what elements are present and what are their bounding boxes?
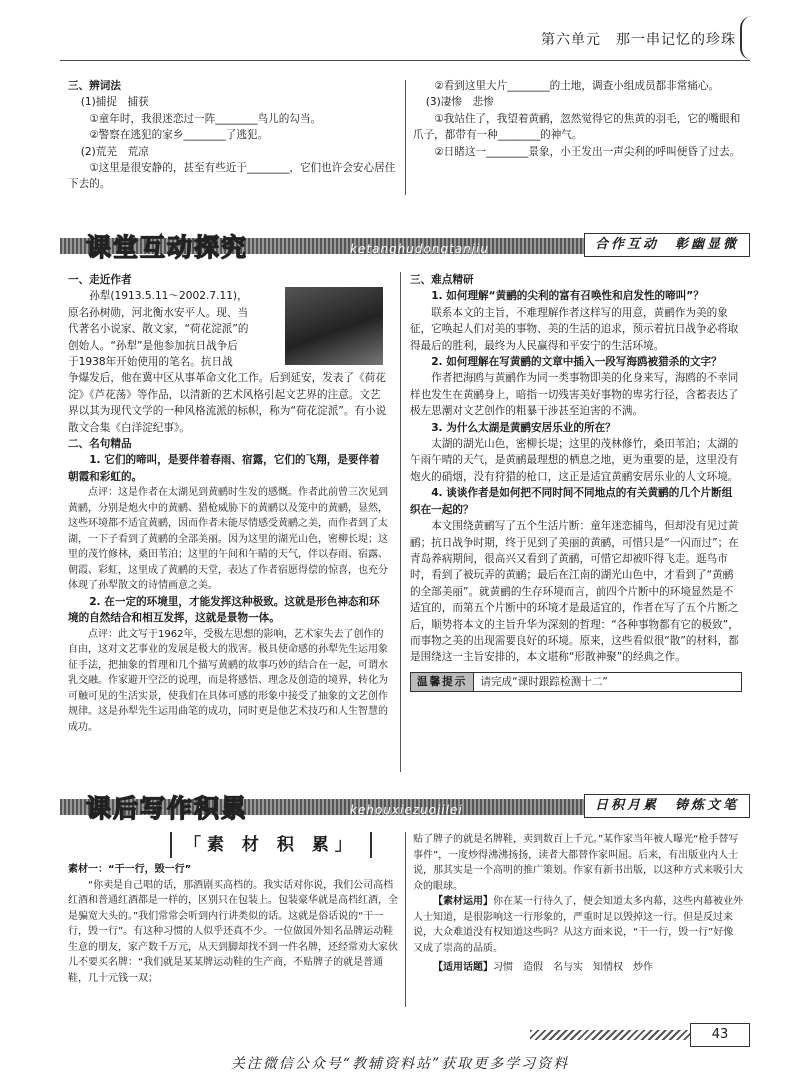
answer: 本文围绕黄鹂写了五个生活片断：童年迷恋捕鸟，但却没有见过黄鹂；抗日战争时期，终于见到了美丽的黄鹂，可惜只是“一闪而过”；在青岛养病期间，很高兴又看到了黄鹂，可惜它却被吓得飞走。逛鸟市时，看到了被玩弄的黄鹂；最后在江南的湖光山色中，才看到了“黄鹂的全部美丽”。就黄鹂的生存环境而言，前四个片断中的环境显然是不适宜的，而第五个片断中的环境才是最适宜的，作者在写了五个片断之后，顺势将本文的主旨升华为深刻的哲理：“各种事物都有它的极致”，而事物之美的出现需要良好的环境。原来，这些看似很“散”的材料，都是围绕这一主旨安排的，本文堪称“形散神聚”的经典之作。: [410, 520, 739, 664]
unit-title: 第六单元 那一串记忆的珍珠: [541, 32, 736, 48]
author-text: 争爆发后，他在冀中区从事革命文化工作。后到延安，发表了《荷花淀》《芦花荡》等作品，以清新的艺术风格引起文艺界的注意。文艺界以其为现代文学的一种风格流派的标帜，称为“荷花淀派”。有小说散文合集《白洋淀纪事》。: [68, 372, 387, 434]
footer-note: 关注微信公众号“教辅资料站”获取更多学习资料: [230, 1056, 570, 1072]
tip-text: 请完成“课时跟踪检测十二”: [480, 675, 608, 688]
middle-right-column: [410, 272, 742, 692]
word-group: (2)荒芜 荒凉: [80, 145, 149, 158]
header-rule: [60, 60, 750, 61]
exercise-sentence: ①童年时，我很迷恋过一阵________鸟儿的勾当。: [89, 112, 322, 125]
material-text: 贴了牌子的就是名牌鞋，卖到数百上千元。”某作家当年被人曝光“枪手替写事件”，一度炒得沸沸扬扬，读者大都替作家叫屈。后来，有出版业内人士说，那其实是一个高明的推广策划。作家有新书出版，以这种方式来吸引大众的眼球。: [413, 834, 743, 892]
warm-tip: [410, 672, 742, 692]
topic-text: 习惯 造假 名与实 知情权 炒作: [493, 962, 653, 973]
section-heading: 三、辨词法: [68, 80, 121, 92]
exercise-sentence: ①我站住了，我望着黄鹂，忽然觉得它的焦黄的羽毛，它的嘴眼和爪子，都带有一种________的神气。: [413, 112, 741, 142]
top-left-column: [68, 78, 398, 193]
exercise-sentence: ②日睹这一________景象，小王发出一声尖利的呼叫便昏了过去。: [434, 145, 741, 158]
answer: 作者把海鸥与黄鹂作为同一类事物即美的化身来写，海鸥的不幸同样也发生在黄鹂身上，暗指一切残害美好事物的卑劣行径，含蓄表达了极左思潮对文艺创作的粗暴干涉甚至迫害的不满。: [410, 372, 739, 418]
section-heading: 一、走近作者: [68, 274, 132, 286]
question: 4. 谈谈作者是如何把不同时间不同地点的有关黄鹂的几个片断组织在一起的？: [410, 487, 733, 516]
answer: 太湖的湖光山色，密柳长堤；这里的茂林修竹，桑田苇泊；太湖的午雨午晴的天气，是黄鹂最理想的栖息之地，更为重要的是，这里没有炮火的硝烟，没有狩猎的枪口，这正是适宜黄鹂安居乐业的人文环境。: [410, 438, 739, 483]
author-line: 于1938年开始使用的笔名。抗日战: [68, 356, 233, 369]
author-photo: [285, 287, 383, 365]
question: 3. 为什么太湖是黄鹂安居乐业的所在？: [431, 421, 616, 434]
tip-label: 温馨提示: [411, 673, 474, 691]
exercise-sentence: ②看到这里大片________的土地，调查小组成员都非常痛心。: [434, 80, 720, 92]
banner-title: 课后写作积累: [86, 794, 249, 823]
section-heading: 三、难点精研: [410, 274, 474, 286]
usage-label: 【素材运用】: [433, 896, 493, 907]
quote: 2. 在一定的环境里，才能发挥这种极致。这就是形色神态和环境的自然结合和相互发挥，这就是景物一体。: [68, 595, 380, 625]
page-header: [0, 0, 800, 70]
section-banner-writing: [60, 790, 750, 824]
author-intro-wrap: [68, 288, 278, 370]
comment: 点评：这是作者在太湖见到黄鹂时生发的感慨。作者此前曾三次见到黄鹂，分别是炮火中的黄鹂、猎枪威胁下的黄鹂以及笼中的黄鹂，显然，这些环境都不适宜黄鹂，因而作者未能尽情感受黄鹂之美，而作者到了太湖，一下子看到了黄鹂的全部美丽。因为这里的湖光山色，密柳长堤；这里的茂竹修林，桑田苇泊；这里的午间和午睛的天气，伴以春雨、宿露、朝霞、彩虹，这里成了黄鹂的天堂，表达了作者宿愿得偿的惊喜，也充分体现了孙犁散文的诗情画意之美。: [68, 487, 388, 592]
topic-label: 【适用话题】: [433, 962, 493, 973]
section-heading: 二、名句精品: [68, 438, 132, 451]
banner-pinyin: kehouxiezuojilei: [350, 803, 463, 817]
usage-text: 你在某一行待久了，便会知道太多内幕，这些内幕被业外人士知道，是很影响这一行形象的，严重时足以毁掉这一行。但是反过来说，大众难道没有权知道这些吗？从这方面来说，“干一行，毁一行”好像又成了崇高的品质。: [413, 896, 743, 954]
banner-pinyin: ketanghudongtanjiu: [350, 242, 489, 256]
material-right-column: [413, 832, 743, 976]
top-right-column: [413, 78, 743, 160]
column-divider: [400, 272, 401, 772]
author-line: 创始人。“孙犁”是他参加抗日战争后: [68, 339, 238, 352]
page-number: 43: [690, 1023, 750, 1047]
banner-slogan: 合作互动 彰幽显微: [584, 233, 750, 257]
question: 2. 如何理解在写黄鹂的文章中插入一段写海鸥被猎杀的文字？: [431, 356, 722, 369]
column-divider: [405, 80, 406, 195]
column-divider: [405, 832, 406, 1007]
author-line: 原名孙树勋，河北衡水安平人。现、当: [68, 306, 249, 319]
material-text: “你卖是自己唱的话，那酒剧买高档的。我实话对你说，我们公司高档红酒和普通红酒都是一样的，区别只在包装上。包装豪华就是高档红酒，全是骗宽大头的。”我们常常会听到内行讲类似的话。这就是俗话说的“干一行，毁一行”。有这种习惯的人似乎还真不少。一位做国外知名品牌运动鞋生意的朋友，家产数千万元，从天到脚却找不到一件名牌，还经常劝大家伙儿不要买名牌：“我们就是某某牌运动鞋的生产商，不贴牌子的就是普通鞋，几十元钱一双；: [68, 879, 398, 984]
material-heading: 素材一：“干一行，毁一行”: [68, 864, 192, 875]
author-line: 孙犁(1913.5.11～2002.7.11)，: [89, 290, 248, 303]
word-group: (3)凄惨 悲惨: [425, 96, 494, 109]
answer: 联系本文的主旨，不难理解作者这样写的用意，黄鹂作为美的象征，它唤起人们对美的事物、美的生活的追求，预示着抗日战争必将取得最后的胜利，最终为人民赢得和平安宁的生活环境。: [410, 306, 739, 352]
question: 1. 如何理解“黄鹂的尖利的富有召唤性和启发性的啼叫”？: [431, 290, 704, 303]
banner-title: 课堂互动探究: [86, 233, 249, 262]
page-number-stripe: [530, 1030, 690, 1040]
author-line: 代著名小说家、散文家，“荷花淀派”的: [68, 323, 249, 336]
comment: 点评：此文写于1962年，受极左思想的影响，艺术家失去了创作的自由，这对文艺事业的发展是极大的戕害。极具使命感的孙犁先生运用象征手法，把抽象的哲理和几个描写黄鹂的故事巧妙的结合在一起，可谓水乳交融。作家避开空泛的说理，而是将感悟、理念及创造的境界，转化为可触可见的生活实景，使我们在具体可感的形象中接受了抽象的文艺创作规律。这是孙犁先生运用曲笔的成功，同时更是他艺术技巧和人生智慧的成功。: [68, 628, 388, 733]
quote: 1. 它们的啼叫，是要伴着春雨、宿露，它们的飞翔，是要伴着朝霞和彩虹的。: [68, 454, 380, 483]
material-left-column: [68, 862, 398, 986]
exercise-sentence: ②警察在逃犯的家乡________了逃犯。: [89, 129, 269, 142]
exercise-sentence: ①这里是很安静的，甚至有些近于________，它们也许会安心居住下去的。: [68, 162, 396, 191]
section-banner-classroom: [60, 229, 750, 263]
header-ornament: [740, 16, 752, 60]
material-title: 「素 材 积 累」: [170, 832, 372, 858]
banner-slogan: 日积月累 铸炼文笔: [584, 794, 750, 818]
word-group: (1)捕捉 捕获: [80, 96, 149, 109]
